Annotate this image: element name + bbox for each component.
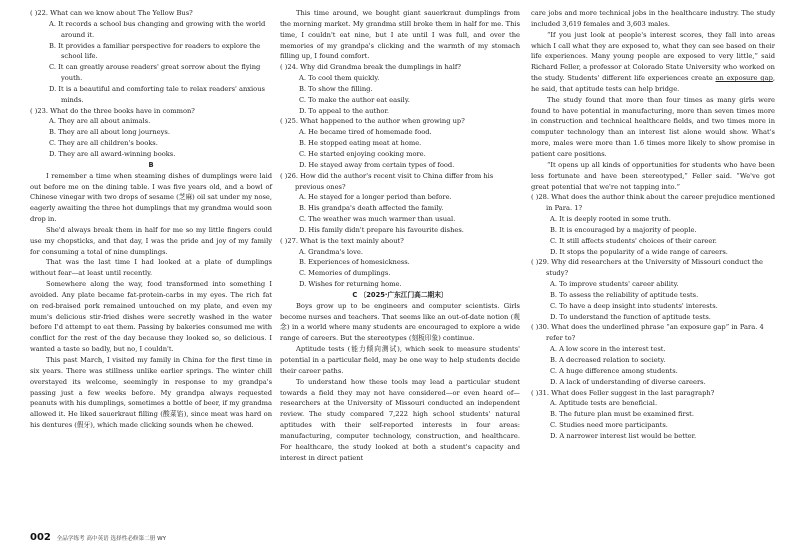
option: A. To improve students' career ability. <box>550 280 679 289</box>
page-number: 002 <box>30 532 51 543</box>
option: C. A huge difference among students. <box>550 366 678 375</box>
option: D. His family didn't prepare his favourite dishes. <box>299 225 464 234</box>
option: C. They are all children's books. <box>49 139 158 148</box>
question-25 <box>280 116 520 170</box>
option: A. To cool them quickly. <box>299 74 380 83</box>
question-24 <box>280 62 520 116</box>
option: D. It is a beautiful and comforting tale to relax readers' anxious minds. <box>49 84 265 104</box>
question-stem: ( )25. What happened to the author when growing up? <box>280 117 465 126</box>
passage-paragraph: She'd always break them in half for me so my little fingers could use my chopsticks, and that day, I was the pride and joy of my family for consuming a total of nine dumplings. <box>30 225 272 256</box>
passage-paragraph: Somewhere along the way, food transformed into something I avoided. Any plate became fat-protein-carbs in my eyes. The rich fat on red-braised pork remained untouched on my plate, and even my mum's delicious stir-fried dishes were secretly washed in the water before I'd attempt to eat them. Passing by bakeries consumed me with conflict for the rest of the day because they looked so, so delicious. I wanted a taste so badly, but no, I couldn't. <box>30 280 272 354</box>
option: A. Grandma's love. <box>299 247 363 256</box>
question-stem: ( )29. Why did researchers at the University of Missouri conduct the study? <box>531 258 764 278</box>
option: A. He became tired of homemade food. <box>299 128 432 137</box>
option: B. His grandpa's death affected the family. <box>299 204 444 213</box>
option: B. Experiences of homesickness. <box>299 258 410 267</box>
option: B. It is encouraged by a majority of people. <box>550 225 697 234</box>
option: A. It is deeply rooted in some truth. <box>550 215 671 224</box>
option: C. It still affects students' choices of their career. <box>550 236 717 245</box>
passage-paragraph: The study found that more than four times as many girls were found to have potential in manufacturing, more than seven times more in construction and technical healthcare fields, and two times more in computer technology than an interest list alone would show. What's more, males were more than 1.6 times more likely to show promise in patient care positions. <box>531 95 775 158</box>
option: D. Wishes for returning home. <box>299 280 402 289</box>
question-stem: ( )22. What can we know about The Yellow Bus? <box>30 9 193 17</box>
question-stem: ( )30. What does the underlined phrase “an exposure gap” in Para. 4 refer to? <box>531 323 764 343</box>
option: D. They are all award-winning books. <box>49 149 176 158</box>
passage-paragraph <box>531 30 775 95</box>
column-right <box>531 8 775 442</box>
quote-text: , he said, that aptitude tests can help bridge. <box>531 74 775 93</box>
question-stem: ( )23. What do the three books have in common? <box>30 106 195 115</box>
option: D. It stops the popularity of a wide range of careers. <box>550 247 728 256</box>
underlined-phrase: an exposure gap <box>715 74 773 83</box>
question-stem: ( )28. What does the author think about the career prejudice mentioned in Para. 1? <box>531 193 775 213</box>
question-27 <box>280 236 520 290</box>
option: B. He stopped eating meat at home. <box>299 139 422 148</box>
option: D. A lack of understanding of diverse careers. <box>550 377 706 386</box>
option: B. The future plan must be examined first. <box>550 410 694 419</box>
footer-text: 全品学练考 高中英语 选择性必修第二册 WY <box>56 536 167 542</box>
option: C. Memories of dumplings. <box>299 269 391 278</box>
option: D. To appeal to the author. <box>299 106 390 115</box>
question-26 <box>280 171 520 236</box>
option: D. To understand the function of aptitude tests. <box>550 312 711 321</box>
option: C. He started enjoying cooking more. <box>299 149 426 158</box>
question-28 <box>531 192 775 257</box>
option: C. Studies need more participants. <box>550 421 668 430</box>
question-31 <box>531 388 775 442</box>
option: D. A narrower interest list would be better. <box>550 431 697 440</box>
option: B. It provides a familiar perspective for readers to explore the school life. <box>49 41 261 61</box>
question-stem: ( )27. What is the text mainly about? <box>280 236 404 245</box>
section-heading-b: B <box>148 160 154 169</box>
passage-paragraph: care jobs and more technical jobs in the healthcare industry. The study included 3,619 females and 3,603 males. <box>531 9 775 28</box>
option: A. It records a school bus changing and growing with the world around it. <box>49 19 266 39</box>
passage-paragraph: I remember a time when steaming dishes of dumplings were laid out before me on the dining table. I was five years old, and a bowl of Chinese vinegar with two drops of sesame (芝麻) oil sat under my nose, eagerly awaiting the three hot dumplings that my grandma would soon drop in. <box>30 171 272 224</box>
option: B. To assess the reliability of aptitude tests. <box>550 290 699 299</box>
question-stem: ( )31. What does Feller suggest in the last paragraph? <box>531 388 715 397</box>
passage-paragraph: Aptitude tests (能力倾向测试), which seek to measure students' potential in a particular field, may be one way to help students decide their career paths. <box>280 345 520 375</box>
quote-text: “If you just look at people's interest scores, they fall into areas which I call what they are exposed to, what they can see based on their life experiences. Many young people are exposed to very little,” said Richard Feller, a professor at Colorado State University who worked on the study. Students' different life experiences create <box>531 30 775 83</box>
column-left <box>30 8 272 431</box>
option: A. A low score in the interest test. <box>550 345 666 354</box>
option: B. To show the filling. <box>299 84 373 93</box>
section-heading-c: C 〔2025·广东江门高二期末〕 <box>352 290 448 299</box>
option: A. He stayed for a longer period than before. <box>299 193 452 202</box>
question-30 <box>531 322 775 387</box>
passage-paragraph: This past March, I visited my family in China for the first time in six years. There was stillness unlike earlier springs. The winter chill overstayed its welcome, seemingly in response to my grandpa's passing just a few weeks before. My grandpa always requested peanuts with his dumplings, sometimes a bottle of beer, if my grandma allowed it. He liked sauerkraut filling (酸菜馅), since meat was hard on his dentures (假牙), which made clicking sounds when he chewed. <box>30 356 272 430</box>
question-stem: ( )24. Why did Grandma break the dumplings in half? <box>280 63 461 72</box>
option: D. He stayed away from certain types of food. <box>299 160 455 169</box>
option: C. To have a deep insight into students' interests. <box>550 301 718 310</box>
passage-paragraph: “It opens up all kinds of opportunities for students who have been less fortunate and have been stereotyped,” Feller said. “We've got great potential that we're not tapping into.” <box>531 160 775 191</box>
option: A. Aptitude tests are beneficial. <box>550 399 658 408</box>
page-footer <box>30 532 166 543</box>
column-middle <box>280 8 520 463</box>
passage-paragraph: To understand how these tools may lead a particular student towards a field they may not have considered—or even heard of—researchers at the University of Missouri conducted an independent review. The study compared 7,222 high school students' natural aptitudes with their self-reported interests in four areas: manufacturing, computer technology, construction, and healthcare. For healthcare, the study looked at both a student's capacity and interest in direct patient <box>280 377 520 462</box>
option: C. To make the author eat easily. <box>299 95 410 104</box>
passage-paragraph: Boys grow up to be engineers and computer scientists. Girls become nurses and teachers. That seems like an out-of-date notion (观念) in a world where many students are encouraged to explore a wide range of careers. But the stereotypes (刻板印象) continue. <box>280 301 520 343</box>
question-22 <box>30 8 272 106</box>
option: B. A decreased relation to society. <box>550 356 666 364</box>
option: B. They are all about long journeys. <box>49 128 170 137</box>
passage-paragraph: That was the last time I had looked at a plate of dumplings without fear—at least until recently. <box>30 258 272 278</box>
passage-paragraph: This time around, we bought giant sauerkraut dumplings from the morning market. My grandma still broke them in half for me. This time, I couldn't eat nine, but I ate until I was full, and over the memories of my grandpa's clicking and the warmth of my stomach filling up, I found comfort. <box>280 9 520 61</box>
option: A. They are all about animals. <box>49 117 151 126</box>
question-29 <box>531 257 775 322</box>
option: C. It can greatly arouse readers' great sorrow about the flying youth. <box>49 63 261 83</box>
question-stem: ( )26. How did the author's recent visit to China differ from his previous ones? <box>280 171 494 191</box>
option: C. The weather was much warmer than usual. <box>299 215 456 224</box>
question-23 <box>30 106 272 160</box>
